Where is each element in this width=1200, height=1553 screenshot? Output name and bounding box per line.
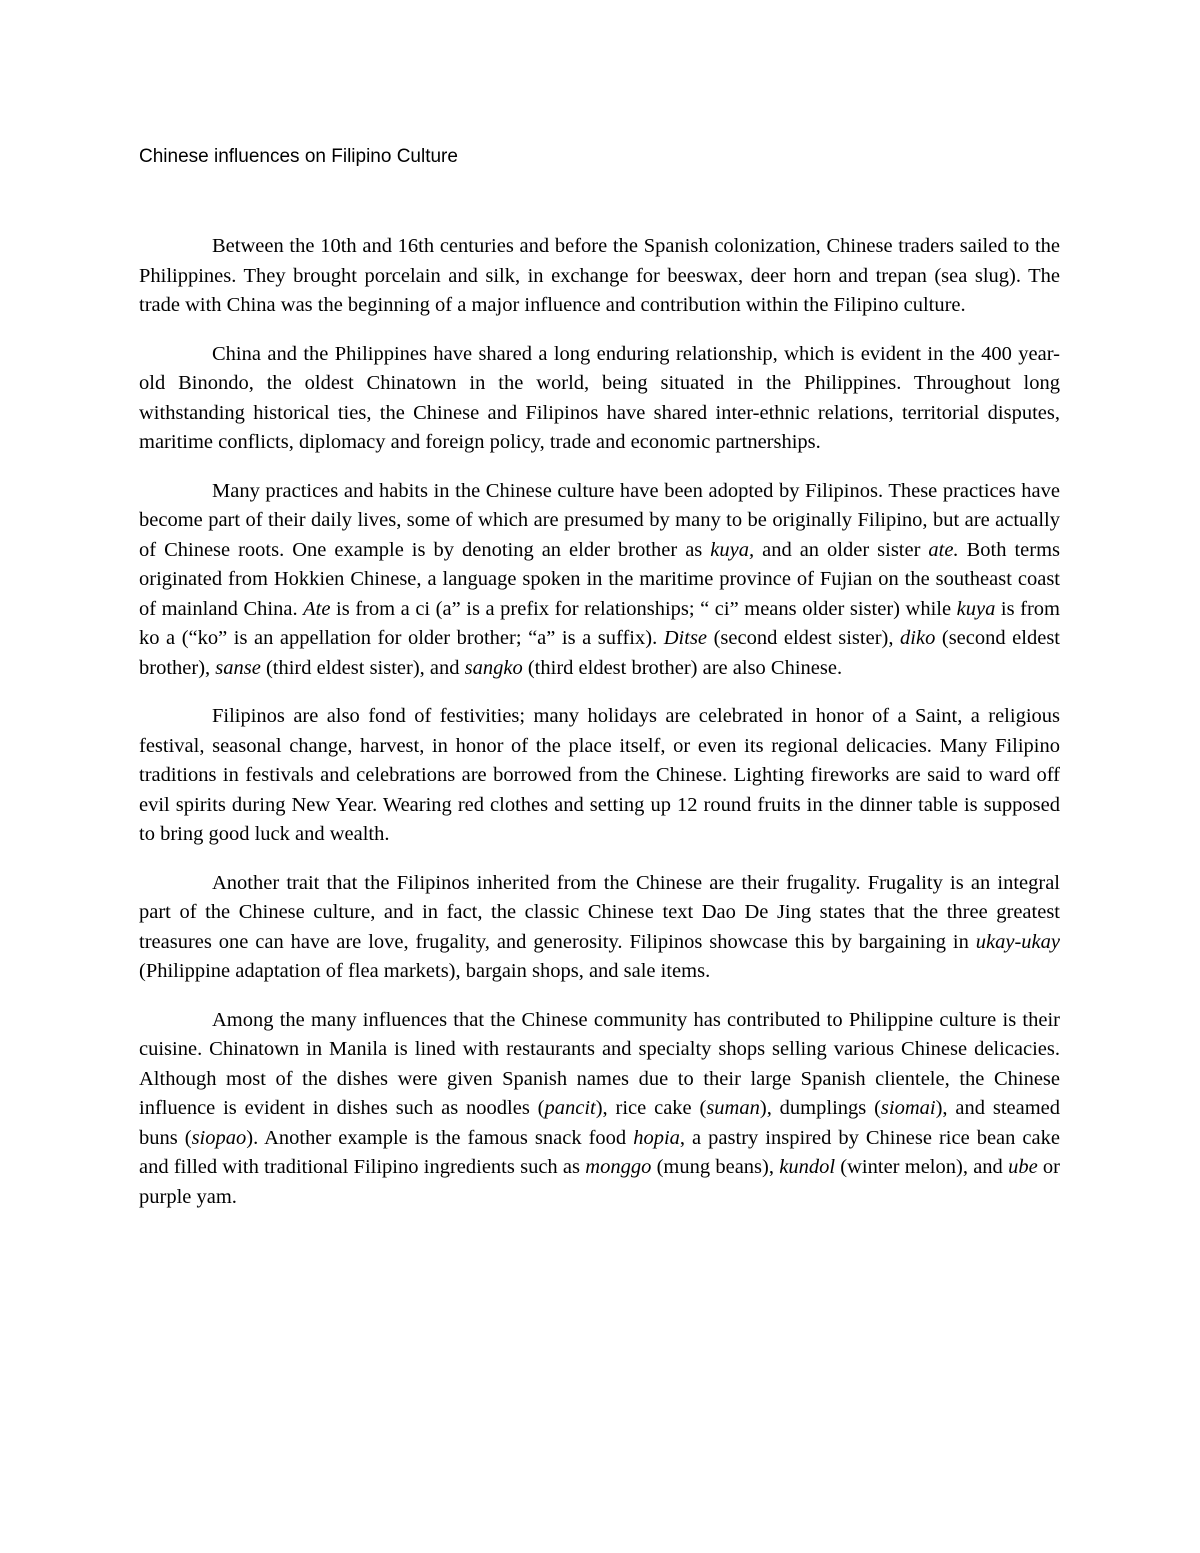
italic-term: kuya, [710, 538, 755, 561]
italic-term: ate. [928, 538, 959, 561]
italic-term: Ate [303, 597, 331, 620]
text-run: Filipinos are also fond of festivities; many holidays are celebrated in honor of a Saint, a religious festival, seasonal change, harvest, in honor of the place itself, or even its regional delicacies. Many Filipino traditions in festivals and celebrations are borrowed from the Chinese. Lighting fireworks are said to ward off evil spirits during New Year. Wearing red clothes and setting up 12 round fruits in the dinner table is supposed to bring good luck and wealth. [139, 705, 1060, 845]
text-run: Between the 10th and 16th centuries and before the Spanish colonization, Chinese traders sailed to the Philippines. They brought porcelain and silk, in exchange for beeswax, deer horn and trepan (sea slug). The trade with China was the beginning of a major influence and contribution within the Filipino culture. [139, 235, 1060, 316]
italic-term: ukay-ukay [975, 930, 1060, 953]
text-run: (second eldest sister), [707, 627, 901, 649]
text-run: (third eldest brother) are also Chinese. [522, 656, 843, 679]
italic-term: ube [1008, 1156, 1038, 1178]
text-run: ), and steamed buns ( [139, 1097, 1061, 1149]
text-run: Many practices and habits in the Chinese culture have been adopted by Filipinos. These practices have become part of their daily lives, some of which are presumed by many to be originally Filipino, but are actually of Chinese roots. One example is by denoting an elder brother as [139, 479, 1060, 561]
paragraph [139, 1006, 1060, 1213]
italic-term: Ditse [663, 627, 708, 649]
italic-term: diko [900, 627, 936, 649]
italic-term: sanse [215, 656, 261, 679]
document-body [139, 232, 1060, 1231]
text-run: ), dumplings ( [759, 1097, 881, 1119]
text-run: ). Another example is the famous snack food [246, 1126, 634, 1149]
text-run: is from a ci (a” is a prefix for relationships; “ ci” means older sister) while [330, 597, 957, 620]
text-run: Among the many influences that the Chinese community has contributed to Philippine culture is their cuisine. Chinatown in Manila is lined with restaurants and specialty shops selling various Chinese delicacies. Although most of the dishes were given Spanish names due to their large Spanish clientele, the Chinese influence is evident in dishes such as noodles ( [139, 1008, 1060, 1119]
italic-term: pancit [544, 1097, 596, 1119]
italic-term: kundol [779, 1156, 836, 1178]
italic-term: kuya [956, 597, 996, 620]
italic-term: sangko [464, 656, 523, 679]
paragraph [139, 477, 1060, 684]
italic-term: siopao [191, 1126, 247, 1149]
text-run: (Philippine adaptation of flea markets), bargain shops, and sale items. [139, 960, 711, 982]
document-title: Chinese influences on Filipino Culture [139, 146, 458, 167]
italic-term: monggo [585, 1156, 652, 1178]
paragraph [139, 232, 1060, 321]
text-run: (winter melon), and [835, 1156, 1009, 1178]
text-run: China and the Philippines have shared a long enduring relationship, which is evident in the 400 year-old Binondo, the oldest Chinatown in the world, being situated in the Philippines. Throughout long withstanding historical ties, the Chinese and Filipinos have shared inter-ethnic relations, territorial disputes, maritime conflicts, diplomacy and foreign policy, trade and economic partnerships. [139, 342, 1060, 453]
text-run: Another trait that the Filipinos inherited from the Chinese are their frugality. Frugality is an integral part of the Chinese culture, and in fact, the classic Chinese text Dao De Jing states that the three greatest treasures one can have are love, frugality, and generosity. Filipinos showcase this by bargaining in [139, 871, 1060, 953]
text-run: and an older sister [754, 538, 929, 561]
text-run: ), rice cake ( [595, 1097, 707, 1119]
italic-term: suman [706, 1097, 760, 1119]
text-run: , a pastry inspired by Chinese rice bean cake and filled with traditional Filipino ingredients such as [139, 1126, 1060, 1178]
paragraph [139, 702, 1060, 850]
text-run: or purple yam. [139, 1156, 1061, 1208]
text-run: (mung beans), [651, 1156, 780, 1178]
paragraph [139, 340, 1060, 458]
text-run: (third eldest sister), and [260, 656, 465, 679]
text-run: is from ko a (“ko” is an appellation for older brother; “a” is a suffix). [139, 597, 1060, 649]
italic-term: hopia [633, 1126, 680, 1149]
paragraph [139, 869, 1060, 987]
text-run: Both terms originated from Hokkien Chinese, a language spoken in the maritime province of Fujian on the southeast coast of mainland China. [139, 538, 1060, 620]
text-run: (second eldest brother), [139, 627, 1060, 679]
italic-term: siomai [880, 1097, 936, 1119]
